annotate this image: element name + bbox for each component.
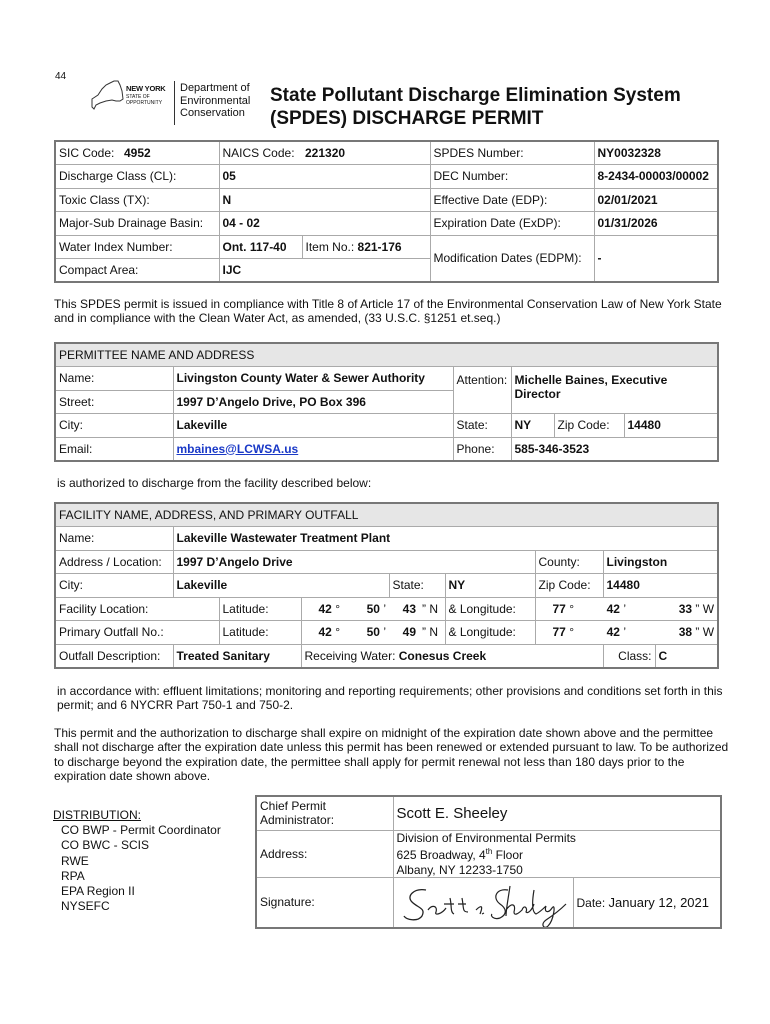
naics-label: NAICS Code: [219, 141, 302, 165]
email-label: Email: [55, 437, 173, 461]
permittee-name-label: Name: [55, 367, 173, 391]
facility-zip-value: 14480 [603, 574, 718, 598]
loc-lon-deg [535, 597, 577, 621]
dept-line2: Environmental [180, 94, 251, 107]
admin-value: Scott E. Sheeley [393, 796, 721, 830]
distribution-item: CO BWP - Permit Coordinator [61, 823, 221, 838]
date-cell [573, 878, 721, 928]
signature-label: Signature: [256, 878, 393, 928]
logo-line1: NEW YORK [126, 84, 166, 93]
exdp-value: 01/31/2026 [594, 212, 718, 236]
tx-value: N [219, 188, 430, 212]
loc-lon-min [603, 597, 629, 621]
loc-lon-spacer [577, 597, 603, 621]
compact-label: Compact Area: [55, 259, 219, 283]
facility-header: FACILITY NAME, ADDRESS, AND PRIMARY OUTFALL [55, 503, 718, 527]
outfall-label: Primary Outfall No.: [55, 621, 219, 645]
dec-label: DEC Number: [430, 165, 594, 189]
address-line1: Division of Environmental Permits [396, 830, 576, 845]
receiving-label: Receiving Water: [304, 648, 396, 663]
facility-city-label: City: [55, 574, 173, 598]
out-lat-sec: 49 [389, 621, 419, 645]
spdes-value: NY0032328 [594, 141, 718, 165]
out-lat-n: ” N [419, 621, 445, 645]
title-line2: (SPDES) DISCHARGE PERMIT [270, 108, 544, 129]
intro-text: This SPDES permit is issued in compliance with Title 8 of Article 17 of the Environmental Conservation Law of New York State and in compliance with the Clean Water Act, as amended, (33 U.S.C. §1251 et.seq.) [54, 297, 722, 326]
date-label: Date: [576, 895, 606, 910]
facility-zip-label: Zip Code: [535, 574, 603, 598]
out-lon-sec [629, 621, 718, 645]
deg-symbol: ° [569, 625, 574, 640]
county-label: County: [535, 550, 603, 574]
receiving-cell [301, 644, 603, 668]
compact-value: IJC [219, 259, 430, 283]
item-cell [302, 235, 430, 259]
distribution-title: DISTRIBUTION: [53, 808, 142, 822]
permittee-name-value: Livingston County Water & Sewer Authority [173, 367, 453, 391]
facility-location-label: Facility Location: [55, 597, 219, 621]
loc-lat-n: ” N [419, 597, 445, 621]
signature-table [255, 795, 722, 929]
out-lon-spacer [577, 621, 603, 645]
handwritten-signature [396, 880, 571, 928]
distribution-item: CO BWC - SCIS [61, 838, 150, 853]
naics-value: 221320 [302, 141, 430, 165]
item-label: Item No.: [305, 239, 355, 254]
distribution-item: NYSEFC [61, 899, 110, 914]
title-line1: State Pollutant Discharge Elimination System [270, 85, 681, 106]
drainage-label: Major-Sub Drainage Basin: [55, 212, 219, 236]
facility-name-value: Lakeville Wastewater Treatment Plant [173, 527, 718, 551]
address-line2-sup: th [485, 847, 493, 856]
edp-value: 02/01/2021 [594, 188, 718, 212]
deg-symbol: ° [335, 601, 340, 616]
distribution-block [53, 808, 221, 914]
out-lat-min-value: 50 [366, 625, 380, 640]
loc-lon-deg-value: 77 [552, 601, 566, 616]
desc-label: Outfall Description: [55, 644, 173, 668]
permittee-zip-value: 14480 [624, 414, 718, 438]
distribution-item: RPA [61, 868, 85, 883]
drainage-value: 04 - 02 [219, 212, 430, 236]
out-lat-min [343, 621, 389, 645]
address-line2 [397, 845, 718, 863]
facility-state-label: State: [389, 574, 445, 598]
class-label: Class: [603, 644, 655, 668]
permittee-city-label: City: [55, 414, 173, 438]
authorized-text: is authorized to discharge from the facility described below: [57, 476, 372, 490]
exdp-label: Expiration Date (ExDP): [430, 212, 594, 236]
email-link[interactable]: mbaines@LCWSA.us [176, 441, 299, 456]
dept-line1: Department of [180, 82, 250, 94]
street-value: 1997 D’Angelo Drive, PO Box 396 [173, 390, 453, 414]
windex-label: Water Index Number: [55, 235, 219, 259]
address-line3: Albany, NY 12233-1750 [396, 862, 523, 877]
attention-value: Michelle Baines, Executive Director [511, 367, 718, 414]
item-value: 821-176 [357, 239, 402, 254]
loc-latitude-label: Latitude: [219, 597, 301, 621]
phone-value: 585-346-3523 [511, 437, 718, 461]
out-lon-min-value: 42 [606, 625, 620, 640]
out-latitude-label: Latitude: [219, 621, 301, 645]
logo-line2: STATE OF [126, 94, 150, 100]
receiving-value: Conesus Creek [398, 648, 487, 663]
permittee-state-label: State: [453, 414, 511, 438]
sec-w-symbol: ” W [695, 625, 715, 640]
phone-label: Phone: [453, 437, 511, 461]
facility-name-label: Name: [55, 527, 173, 551]
deg-symbol: ° [335, 625, 340, 640]
edpm-value: - [594, 235, 718, 282]
nys-dec-logo [90, 79, 260, 127]
loc-lon-sec [629, 597, 718, 621]
sic-value: 4952 [121, 141, 219, 165]
loc-lat-min [343, 597, 389, 621]
deg-symbol: ° [569, 601, 574, 616]
out-lat-deg-value: 42 [318, 625, 332, 640]
min-symbol: ’ [383, 601, 386, 616]
windex-value: Ont. 117-40 [219, 235, 302, 259]
cl-value: 05 [219, 165, 430, 189]
logo-line3: OPPORTUNITY [126, 100, 163, 106]
out-lon-min [603, 621, 629, 645]
signature-cell [393, 878, 573, 928]
address-label: Address: [256, 830, 393, 878]
out-lon-deg-value: 77 [552, 625, 566, 640]
page-title [270, 84, 681, 130]
sec-w-symbol: ” W [695, 601, 715, 616]
out-lon-deg [535, 621, 577, 645]
permittee-table [54, 342, 719, 462]
permittee-header: PERMITTEE NAME AND ADDRESS [55, 343, 718, 367]
spdes-label: SPDES Number: [430, 141, 594, 165]
address-line2-post: Floor [492, 848, 524, 862]
out-longitude-label: & Longitude: [445, 621, 535, 645]
tx-label: Toxic Class (TX): [55, 188, 219, 212]
admin-label: Chief Permit Administrator: [256, 796, 393, 830]
desc-value: Treated Sanitary [173, 644, 301, 668]
loc-lat-min-value: 50 [366, 601, 380, 616]
loc-lat-deg-value: 42 [318, 601, 332, 616]
facility-table [54, 502, 719, 669]
accordance-text: in accordance with: effluent limitations; monitoring and reporting requirements; other provisions and conditions set forth in this permit; and 6 NYCRR Part 750-1 and 750-2. [57, 684, 723, 713]
ny-state-map-icon [90, 79, 126, 111]
loc-lat-sec: 43 [389, 597, 419, 621]
email-cell [173, 437, 453, 461]
date-value: January 12, 2021 [608, 894, 709, 910]
min-symbol: ’ [623, 625, 626, 640]
facility-address-value: 1997 D’Angelo Drive [173, 550, 535, 574]
loc-longitude-label: & Longitude: [445, 597, 535, 621]
address-line2-pre: 625 Broadway, 4 [396, 848, 486, 862]
permit-info-table [54, 140, 719, 283]
dept-name [180, 82, 250, 120]
permittee-city-value: Lakeville [173, 414, 453, 438]
cl-label: Discharge Class (CL): [55, 165, 219, 189]
county-value: Livingston [603, 550, 718, 574]
class-value: C [655, 644, 718, 668]
distribution-item: EPA Region II [61, 884, 135, 899]
logo-divider [174, 81, 175, 125]
permittee-state-value: NY [511, 414, 554, 438]
loc-lon-min-value: 42 [606, 601, 620, 616]
sic-label: SIC Code: [55, 141, 121, 165]
out-lat-deg [301, 621, 343, 645]
facility-city-value: Lakeville [173, 574, 389, 598]
dept-line3: Conservation [180, 107, 245, 119]
permittee-zip-label: Zip Code: [554, 414, 624, 438]
distribution-item: RWE [61, 853, 89, 868]
page-number: 44 [55, 71, 67, 82]
out-lon-sec-value: 38 [678, 625, 693, 640]
street-label: Street: [55, 390, 173, 414]
min-symbol: ’ [623, 601, 626, 616]
expiration-text: This permit and the authorization to discharge shall expire on midnight of the expiration date shown above and the permittee shall not discharge after the expiration date unless this permit has been renewed or extended pursuant to law. To be authorized to discharge beyond the expiration date, the permittee shall apply for permit renewal not less than 180 days prior to the expiration date shown above. [54, 726, 729, 784]
loc-lon-sec-value: 33 [678, 601, 693, 616]
address-value [393, 830, 721, 878]
attention-label: Attention: [453, 367, 511, 414]
loc-lat-deg [301, 597, 343, 621]
dec-value: 8-2434-00003/00002 [594, 165, 718, 189]
facility-address-label: Address / Location: [55, 550, 173, 574]
min-symbol: ’ [383, 625, 386, 640]
edp-label: Effective Date (EDP): [430, 188, 594, 212]
facility-state-value: NY [445, 574, 535, 598]
edpm-label: Modification Dates (EDPM): [430, 235, 594, 282]
